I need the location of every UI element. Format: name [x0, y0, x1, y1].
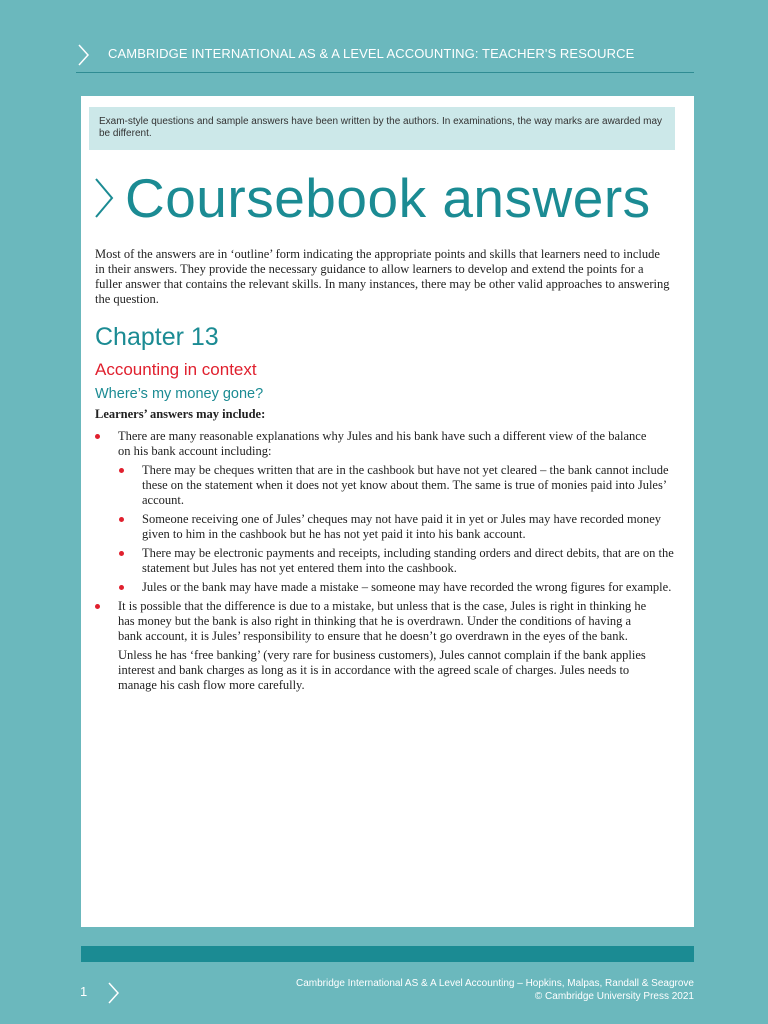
chevron-right-icon [106, 981, 120, 1005]
list-item-text: It is possible that the difference is due to a mistake, but unless that is the case, Jules is right in thinking he has money but the bank is also right in thinking that he is overdrawn. Under the conditions of having a bank account, it is Jules’ responsibility to ensure that he doesn’t go overdrawn in the eyes of the bank. [118, 599, 647, 643]
list-item-text: Jules or the bank may have made a mistake – someone may have recorded the wrong figures for example. [142, 580, 672, 594]
list-item [81, 512, 674, 542]
main-title: Coursebook answers [125, 167, 651, 229]
exam-notice: Exam-style questions and sample answers have been written by the authors. In examinations, the way marks are awarded may be different. [89, 107, 675, 150]
subsection-heading: Where’s my money gone? [95, 386, 264, 402]
list-item [81, 580, 674, 595]
header-title: CAMBRIDGE INTERNATIONAL AS & A LEVEL ACCOUNTING: TEACHER'S RESOURCE [108, 46, 635, 61]
bullet-icon [95, 604, 100, 609]
list-item-text: There are many reasonable explanations why Jules and his bank have such a different view of the balance on his bank account including: [118, 429, 647, 458]
list-item [81, 546, 674, 576]
running-header [76, 40, 694, 73]
list-item-text: There may be cheques written that are in the cashbook but have not yet cleared – the bank cannot include these on the statement when it does not yet know about them. The same is true of monies paid into Jules’ account. [142, 463, 669, 507]
answers-lead: Learners’ answers may include: [95, 407, 266, 421]
chapter-heading: Chapter 13 [95, 323, 219, 351]
answer-list [81, 429, 694, 693]
main-title-block [93, 166, 651, 230]
list-item-text: There may be electronic payments and receipts, including standing orders and direct debits, that are on the statement but Jules has not yet entered them into the cashbook. [142, 546, 674, 575]
list-item-paragraph: Unless he has ‘free banking’ (very rare for business customers), Jules cannot complain if the bank applies interest and bank charges as long as it is in accordance with the agreed scale of charges. Jules needs to manage his cash flow more carefully. [118, 648, 646, 692]
chevron-right-icon [76, 43, 90, 67]
bullet-icon [119, 585, 124, 590]
footer-bar [81, 946, 694, 962]
bullet-icon [119, 551, 124, 556]
list-item [81, 463, 674, 508]
credit-authors: Cambridge International AS & A Level Accounting – Hopkins, Malpas, Randall & Seagrove [295, 978, 694, 989]
page-number: 1 [80, 984, 88, 999]
credit-copyright: © Cambridge University Press 2021 [534, 991, 694, 1002]
section-heading: Accounting in context [95, 360, 257, 379]
bullet-icon [95, 434, 100, 439]
list-item [81, 599, 658, 644]
intro-paragraph: Most of the answers are in ‘outline’ form indicating the appropriate points and skills that learners need to include in their answers. They provide the necessary guidance to allow learners to develop and extend the points for a fuller answer that contains the relevant skills. In many instances, there may be other valid approaches to answering the question. [95, 247, 670, 306]
chevron-right-icon [93, 175, 115, 221]
list-item [81, 429, 658, 459]
bullet-icon [119, 468, 124, 473]
footer-credit [274, 977, 694, 1003]
bullet-icon [119, 517, 124, 522]
page-content [81, 96, 694, 927]
list-item-text: Someone receiving one of Jules’ cheques may not have paid it in yet or Jules may have recorded money given to him in the cashbook but he has not yet paid it into his bank account. [142, 512, 662, 541]
